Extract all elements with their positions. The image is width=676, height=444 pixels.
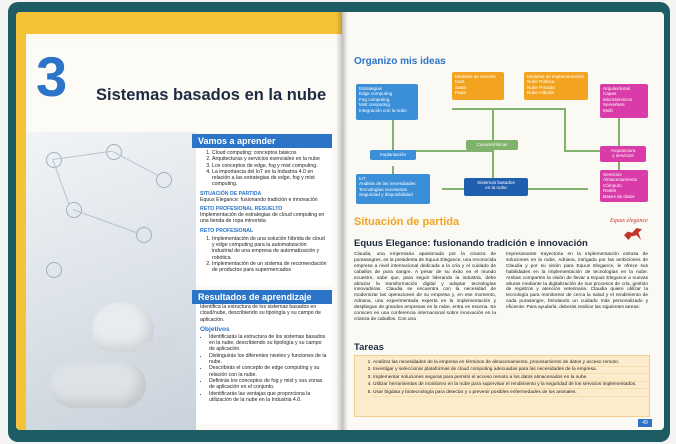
map-text: Arquitectura y servicios <box>610 148 636 159</box>
list-item: • Identificarás la estructura de los sistemas basados en la nube, describiendo su tipología y su campo de aplicación. <box>209 334 328 353</box>
list-item: 4. Utilizar herramientas de monitoreo en la nube para supervisar el rendimiento y la seguridad de los servicios implementados. <box>373 382 649 390</box>
list-item: 3. Implementar soluciones seguras para permitir el acceso remoto a los datos almacenados en la nube. <box>373 374 649 382</box>
map-box-iot <box>356 174 430 204</box>
network-node-icon <box>46 262 62 278</box>
resultados-box <box>196 290 332 424</box>
map-text: Servicios Almacenamiento Cómputo Redes Bases de datos <box>603 172 638 199</box>
reto-label: RETO PROFESIONAL <box>200 227 254 234</box>
list-item: 2. Investigar y seleccionar plataformas de cloud computing adecuadas para las necesidades de la empresa. <box>373 367 649 375</box>
network-line <box>52 159 69 204</box>
map-box-servicios <box>600 170 648 202</box>
list-item: 4. La importancia del IoT en la Industria 4.0 en relación a las estrategias de edge, fog y mist computing. <box>212 169 328 188</box>
tareas-box <box>354 355 650 417</box>
network-line <box>73 209 139 234</box>
chapter-number: 3 <box>36 45 68 108</box>
equus-logo-text: Equus elegance <box>610 218 648 224</box>
connector-line <box>452 108 564 110</box>
map-text: Estrategias Edge computing Fog computing Mist computing Integración con la nube <box>359 86 407 113</box>
map-text: Modelos de servicio IaaS SaaS PaaS <box>455 74 496 96</box>
top-band <box>16 12 342 34</box>
reto-resuelto-label: RETO PROFESIONAL RESUELTO <box>200 206 283 213</box>
map-box-implementacion <box>524 72 588 100</box>
network-line <box>53 151 113 160</box>
list-item: 1. Cloud computing: conceptos básicos <box>212 150 328 156</box>
reto-resuelto-text: Implementación de estrategias de cloud computing en una tienda de ropa minorista <box>200 212 325 225</box>
equus-title: Equus Elegance: fusionando tradición e innovación <box>354 238 588 249</box>
map-box-central <box>464 178 528 196</box>
list-item: • Definirás los conceptos de fog y mist y sus zonas de aplicación en el conjunto. <box>209 378 328 391</box>
list-item: 1. Implementación de una solución híbrida de cloud y edge computing para la automatización industrial de una empresa de automatización y robótica <box>212 236 328 261</box>
list-item: 5. Usar bigdata y biotecnología para detectar y o prevenir posibles enfermedades de los animales. <box>373 389 649 397</box>
connector-line <box>564 108 566 150</box>
chapter-title: Sistemas basados en la nube <box>96 86 327 104</box>
story-column-2: Impresionante trayectoria en la implementación exitosa de soluciones en la nube, Adriana, intrigada por las ambiciones de Claudia y por su visión para Equus Elegance, le ofrece sus habilidades en la implementación de tecnologías en la nube. Ambas comparten la visión de llevar a Equus Elegance a nuevas alturas mediante la digitalización de sus procesos de cría, gestión de registros y atención veterinaria. Claudia quiere utilizar la tecnología para monitorear de cerca la salud y el rendimiento de cada purasangre, brindando un cuidado más personalizado y eficiente. Para ayudarla, deberás realizar las siguientes tareas: <box>506 252 648 311</box>
story-column-1: Claudia, una empresaria apasionada por la crianza de purasangres, es la presidenta de Equus Elegance, una reconocida empresa a nivel internacional dedicada a la cría y el cuidado de caballos de pura sangre. A pesar de su éxito en el mundo ecuestre, sabe que, para seguir liderando la industria, debe abrazar la transformación digital y adoptar tecnologías innovadoras. Claudia se encuentra con la necesidad de modernizar las operaciones de su empresa y, en ese momento, Adriana, una experimentada experta en la implementación y despliegue de grandes empresas en la nube, entra en escena. Se conocen en una conferencia internacional sobre innovación en la crianza de caballos. Con una <box>354 252 496 322</box>
map-box-estrategias <box>356 84 418 120</box>
map-box-caracteristicas <box>466 140 518 150</box>
map-text: Características <box>476 142 508 147</box>
resultados-text: Identifica la estructura de los sistemas basados en cloud/nube, describiendo su tipología y su campo de aplicación. <box>200 304 321 323</box>
list-item: 1. Analizar las necesidades de la empresa en términos de almacenamiento, procesamiento de datos y acceso remoto. <box>373 359 649 367</box>
map-box-arquitectura-servicios <box>600 146 646 162</box>
horse-icon <box>624 228 642 240</box>
robot-arm <box>50 362 146 408</box>
tareas-list <box>355 359 649 397</box>
situacion-heading: Situación de partida <box>354 216 460 228</box>
situacion-text: Equus Elegance: fusionando tradición e innovación <box>200 196 318 203</box>
map-text: Implantación <box>379 152 407 157</box>
map-text: Sistemas basados en la nube <box>477 180 515 191</box>
situacion-label: SITUACIÓN DE PARTIDA <box>200 190 262 197</box>
aprender-heading: Vamos a aprender <box>192 134 332 148</box>
chapter-title-bar <box>26 45 342 132</box>
list-item: 3. Los conceptos de edge, fog y mist computing. <box>212 163 328 169</box>
page-number: 49 <box>638 419 652 427</box>
left-band <box>16 34 26 430</box>
aprender-list <box>200 150 328 188</box>
list-item: • Describirás el concepto de edge computing y su relación con la nube. <box>209 365 328 378</box>
connector-line <box>528 188 588 190</box>
network-line <box>113 151 159 176</box>
concept-map <box>352 70 652 204</box>
book-spine <box>336 12 348 430</box>
aprender-box <box>196 134 332 286</box>
list-item: • Distinguirás los diferentes niveles y funciones de la nube. <box>209 353 328 366</box>
resultados-heading: Resultados de aprendizaje <box>192 290 332 304</box>
left-page <box>16 12 342 430</box>
organizo-heading: Organizo mis ideas <box>354 56 446 67</box>
right-page <box>342 12 664 430</box>
map-box-implantacion <box>370 150 416 160</box>
map-text: Modelos de implementación Nube Pública Nube Privada Nube Híbrida <box>527 74 585 96</box>
objetivos-list <box>200 334 328 403</box>
list-item: 2. Implementación de un sistema de recomendación de productos para supermercados <box>212 261 328 274</box>
map-text: Arquitecturas Capas Microservicios Serverless Multi <box>603 86 633 113</box>
robot-photo <box>26 132 196 430</box>
reto-list <box>200 236 328 274</box>
objetivos-label: Objetivos <box>200 325 230 333</box>
list-item: • Identificarás las ventajas que proporciona la utilización de la nube en la Industria 4.0. <box>209 391 328 404</box>
list-item: 2. Arquitecturas y servicios esenciales en la nube <box>212 156 328 162</box>
map-text: IoT Análisis de las necesidades Tecnologías necesarias Seguridad y disponibilidad <box>359 176 416 198</box>
tareas-heading: Tareas <box>354 342 384 353</box>
network-node-icon <box>136 227 152 243</box>
map-box-arquitecturas <box>600 84 648 118</box>
map-box-servicio <box>452 72 504 100</box>
